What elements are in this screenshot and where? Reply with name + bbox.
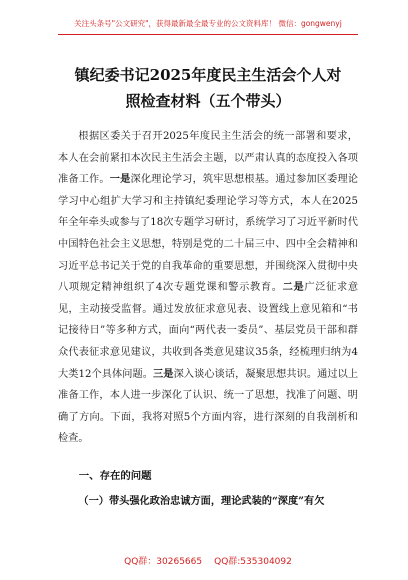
point-3-text: 深入谈心谈话，凝聚思想共识。通过以上准备工作，本人进一步深化了认识、统一了思想，找准了问题、明确了方向。下面，我将对照5个方面内容，进行深刻的自我剖析和检查。 [58,368,359,445]
point-2-lead: 二是 [282,281,305,294]
footer-qq-group-1: QQ群：30265665 [124,557,203,567]
point-2-text: 广泛征求意见，主动接受监督。通过发放征求意见表、设置线上意见箱和“书记接待日”等多种方式，面向“两代表一委员”、基层党员干部和群众代表征求意见建议，共收到各类意见建议35条，经梳理归纳为4大类12个具体问题。 [58,282,359,380]
header-banner: 关注头条号"公文研究"，获得最新最全最专业的公文资料库！ 微信：gongwenyj [74,19,342,28]
title-line-2: 照检查材料（五个带头） [125,92,291,110]
section-heading: 一、存在的问题 [78,470,152,482]
point-3-lead: 三是 [153,367,174,380]
body-paragraph [58,126,358,450]
footer [58,554,358,567]
document-title [58,62,358,114]
intro-text: 根据区委关于召开2025年度民主生活会的统一部署和要求，本人在会前紧扣本次民主生活会主题，以严肃认真的态度投入各项准备工作。 [58,131,358,186]
subsection-heading: （一）带头强化政治忠诚方面，理论武装的“深度”有欠 [78,495,325,507]
footer-qq-group-2: QQ群:535304092 [214,557,292,567]
header-divider [58,34,358,35]
title-line-1: 镇纪委书记2025年度民主生活会个人对 [74,66,342,84]
body-text [58,126,358,450]
point-1-lead: 一是 [109,173,131,186]
point-1-text: 深化理论学习，筑牢思想根基。通过参加区委理论学习中心组扩大学习和主持镇纪委理论学习等方式，本人在2025年全年牵头或参与了18次专题学习研讨，系统学习了习近平新时代中国特色社会主义思想，特别是党的二十届三中、四中全会精神和习近平总书记关于党的自我革命的重要思想，并围绕深入贯彻中央八项规定精神组织了4次专题党课和警示教育。 [58,174,359,294]
